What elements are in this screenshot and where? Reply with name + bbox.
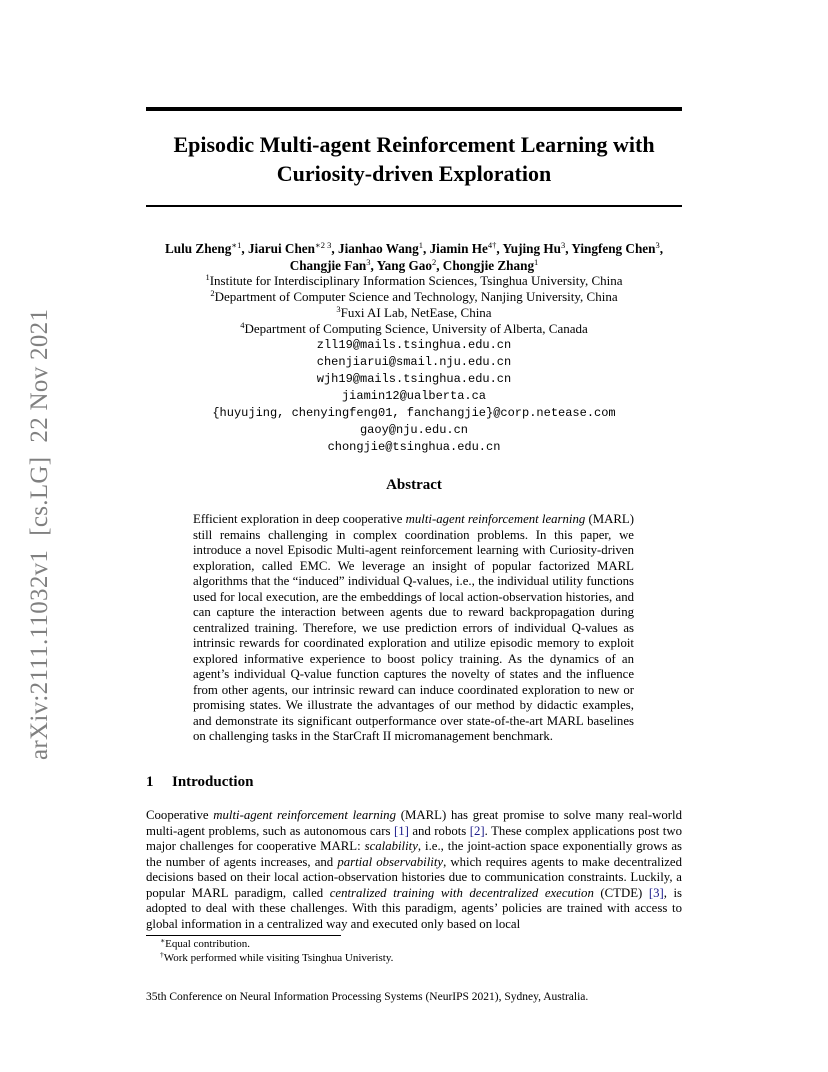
arxiv-stamp [26, 295, 54, 760]
abstract-heading: Abstract [386, 477, 442, 493]
author: Chongjie Zhang$^1$ [442, 257, 539, 273]
author: Yang Gao$^2$, [376, 257, 443, 273]
author: Changjie Fan$^3$, [289, 257, 377, 273]
affiliation: $^1$Institute for Interdisciplinary Information Sciences, Tsinghua University, China [205, 272, 623, 288]
citation-link[interactable]: [3] [648, 885, 664, 900]
arxiv-date: 22 Nov 2021 [26, 308, 53, 443]
abstract-body: Efficient exploration in deep cooperative multi-agent reinforcement learning (MARL) still remains challenging in complex coordination problems. In this paper, we introduce a novel Episodic Multi-agent reinforcement learning with Curiosity-driven exploration, called EMC. We leverage an insight of popular factorized MARL algorithms that the “induced” individual Q-values, i.e., the individual utility functions used for local execution, are the embeddings of local action-observation histories, and can capture the interaction between agents due to reward backpropagation during centralized training. Therefore, we use prediction errors of individual Q-values as intrinsic rewards for coordinated exploration and utilize episodic memory to exploit explored informative experience to boost policy training. As the dynamics of an agent’s individual Q-value function captures the novelty of states and the influence from other agents, our intrinsic reward can induce coordinated exploration to new or promising states. We illustrate the advantages of our method by didactic examples, and demonstrate its significant outperformance over state-of-the-art MARL baselines on challenging tasks in the StarCraft II micromanagement benchmark. [193, 512, 635, 743]
affiliation: $^3$Fuxi AI Lab, NetEase, China [336, 304, 492, 320]
email: gaoy@nju.edu.cn [359, 423, 469, 437]
paper-title [146, 130, 682, 188]
author: Lulu Zheng$^{∗1}$, [164, 240, 248, 256]
citation-link[interactable]: [2] [469, 823, 485, 838]
footnote: †Work performed while visiting Tsinghua Univeristy. [160, 950, 394, 964]
venue-footer: 35th Conference on Neural Information Processing Systems (NeurIPS 2021), Sydney, Australia. [146, 991, 589, 1003]
section-heading [146, 774, 253, 791]
citation-link[interactable]: [1] [393, 823, 409, 838]
affiliation: $^4$Department of Computing Science, University of Alberta, Canada [240, 320, 588, 336]
author: Jiarui Chen$^{∗2 3}$, [247, 240, 338, 256]
title-line-2: Curiosity-driven Exploration [276, 161, 552, 186]
section-number: 1 [146, 774, 154, 790]
title-bottom-rule [146, 205, 682, 207]
footnotes [160, 937, 680, 965]
arxiv-id[interactable]: arXiv:2111.11032v1 [26, 549, 53, 760]
footnote: ∗Equal contribution. [160, 936, 251, 950]
author: Yingfeng Chen$^3$, [571, 240, 664, 256]
intro-paragraph: Cooperative multi-agent reinforcement learning (MARL) has great promise to solve many real-world multi-agent problems, such as autonomous cars [1] and robots [2]. These complex applications post two major challenges for cooperative MARL: scalability, i.e., the joint-action space exponentially grows as the number of agents increases, and partial observability, which requires agents to make decentralized decisions based on their local action-observation histories due to communication constraints. Luckily, a popular MARL paradigm, called centralized training with decentralized execution (CTDE) [3], is adopted to deal with these challenges. With this paradigm, agents’ policies are trained with access to global information in a centralized way and executed only based on local [146, 808, 683, 931]
author: Yujing Hu$^3$, [502, 240, 572, 256]
email: wjh19@mails.tsinghua.edu.cn [316, 372, 512, 386]
title-line-1: Episodic Multi-agent Reinforcement Learning with [173, 132, 655, 157]
author-list [130, 240, 698, 274]
email: jiamin12@ualberta.ca [341, 389, 487, 403]
footnote-rule [146, 935, 341, 936]
email: zll19@mails.tsinghua.edu.cn [316, 338, 512, 352]
author: Jianhao Wang$^1$, [337, 240, 430, 256]
title-top-rule [146, 107, 682, 111]
email: {huyujing, chenyingfeng01, fanchangjie}@corp.netease.com [212, 406, 616, 420]
email: chenjiarui@smail.nju.edu.cn [316, 355, 512, 369]
section-title: Introduction [172, 774, 254, 790]
affiliation: $^2$Department of Computer Science and Technology, Nanjing University, China [210, 288, 618, 304]
email: chongjie@tsinghua.edu.cn [327, 440, 501, 454]
author: Jiamin $He^{4\dagger}$, [429, 240, 503, 256]
affiliations [146, 273, 682, 456]
arxiv-category: [cs.LG] [26, 456, 53, 536]
